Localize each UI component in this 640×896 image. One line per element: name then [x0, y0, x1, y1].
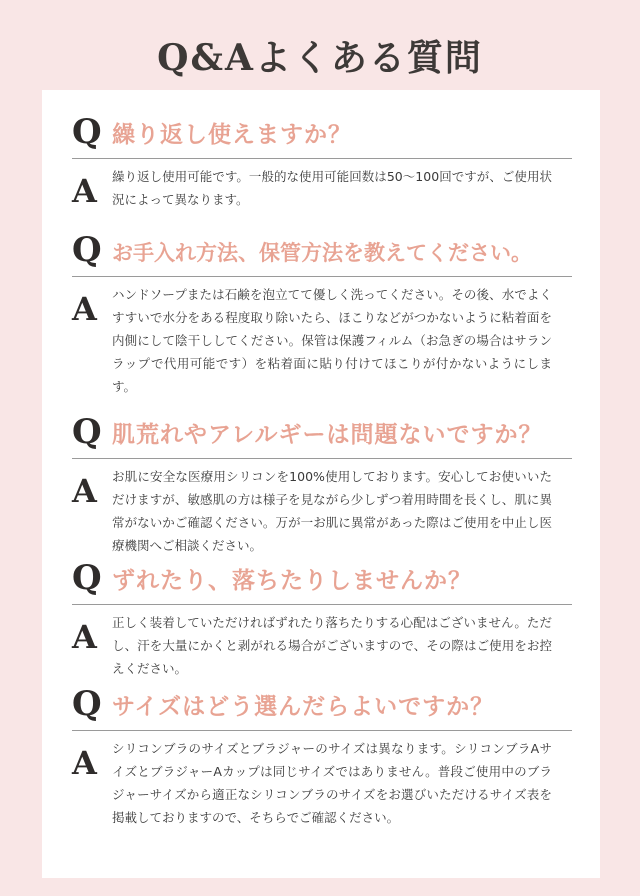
question-mark: Q: [72, 412, 102, 452]
faq-item: [72, 408, 572, 557]
faq-item: [72, 554, 572, 680]
answer-text: ハンドソープまたは石鹸を泡立てて優しく洗ってください。その後、水でよくすすいで水分をある程度取り除いたら、ほこりなどがつかないように粘着面を内側にして陰干ししてください。保管は保護フィルム（お急ぎの場合はサランラップで代用可能です）を粘着面に貼り付けてほこりが付かないようにします。: [112, 287, 552, 394]
divider: [72, 458, 572, 459]
faq-item: [72, 680, 572, 829]
faq-item: [72, 226, 572, 398]
answer-mark: A: [72, 290, 97, 328]
question-mark: Q: [72, 230, 102, 270]
answer-text: シリコンブラのサイズとブラジャーのサイズは異なります。シリコンブラAサイズとブラジャーAカップは同じサイズではありません。普段ご使用中のブラジャーサイズから適正なシリコンブラのサイズをお選びいただけるサイズ表を掲載しておりますので、そちらでご確認ください。: [112, 741, 552, 825]
question-mark: Q: [72, 112, 102, 152]
faq-item: [72, 108, 572, 211]
answer-text: 正しく装着していただければずれたり落ちたりする心配はございません。ただし、汗を大量にかくと剥がれる場合がございますので、その際はご使用をお控えください。: [112, 615, 552, 676]
divider: [72, 158, 572, 159]
question-mark: Q: [72, 558, 102, 598]
faq-panel: [42, 90, 600, 878]
question-text: 繰り返し使えますか？: [112, 122, 352, 148]
question-text: お手入れ方法、保管方法を教えてください。: [112, 241, 532, 265]
answer-text: 繰り返し使用可能です。一般的な使用可能回数は50〜100回ですが、ご使用状況によって異なります。: [112, 169, 552, 207]
page-title: Q&Aよくある質問: [157, 37, 483, 79]
question-mark: Q: [72, 684, 102, 724]
question-text: 肌荒れやアレルギーは問題ないですか？: [112, 422, 543, 448]
question-text: サイズはどう選んだらよいですか？: [112, 694, 495, 720]
answer-text: お肌に安全な医療用シリコンを100%使用しております。安心してお使いいただけますが、敏感肌の方は様子を見ながら少しずつ着用時間を長くし、肌に異常がないかご確認ください。万が一お肌に異常があった際はご使用を中止し医療機関へご相談ください。: [112, 469, 552, 553]
divider: [72, 604, 572, 605]
answer-mark: A: [72, 472, 97, 510]
divider: [72, 730, 572, 731]
question-text: ずれたり、落ちたりしませんか？: [112, 568, 472, 594]
answer-mark: A: [72, 744, 97, 782]
answer-mark: A: [72, 172, 97, 210]
divider: [72, 276, 572, 277]
answer-mark: A: [72, 618, 97, 656]
